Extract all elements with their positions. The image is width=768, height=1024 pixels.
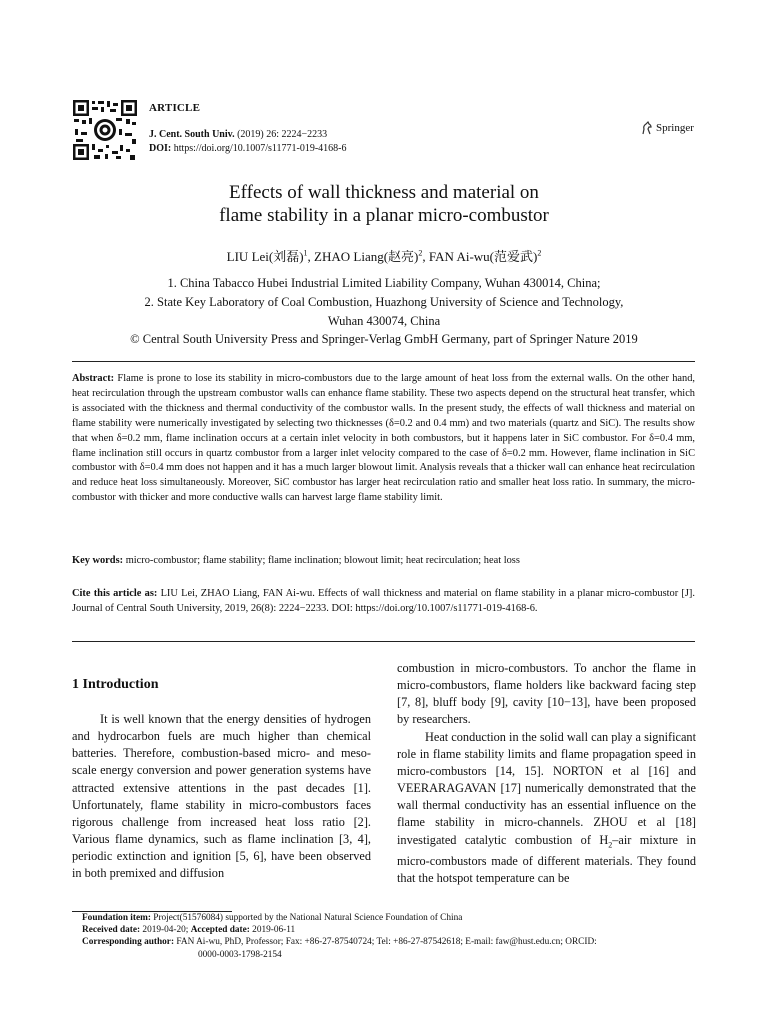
author-list: LIU Lei(刘磊)$^1$, ZHAO Liang(赵亮)$^2$, FAN Ai-wu(范爱武)$^2$ <box>226 248 542 264</box>
paragraph: It is well known that the energy densities of hydrogen and hydrocarbon fuels are much higher than chemical batteries. Therefore, combustion-based micro- and meso-scale energy conversion and power generation systems have attracted extensive attentions in the past decades [1]. Unfortunately, flame stability in micro-combustors faces rigorous challenge from increased heat loss ratio [2]. Various flame dynamics, such as flame inclination [3, 4], periodic extinction and ignition [5, 6], have been observed in both premixed and diffusion <box>72 712 371 881</box>
body-column-left <box>72 711 371 883</box>
doi-link[interactable]: https://doi.org/10.1007/s11771-019-4168-6 <box>171 143 347 154</box>
title-line-2: flame stability in a planar micro-combustor <box>219 205 549 226</box>
keywords <box>72 555 695 566</box>
paragraph: combustion in micro-combustors. To anchor the flame in micro-combustors, flame holders like backward facing step [7, 8], bluff body [9], cavity [10−13], have been proposed by researchers. <box>397 661 696 727</box>
abstract-text: Flame is prone to lose its stability in micro-combustors due to the large amount of heat loss from the external walls. On the other hand, heat recirculation through the upstream combustor walls can enhance flame stability. These two aspects depend on the structural heat transfer, which is associated with the thickness and thermal conductivity of the combustor walls. In the present study, the effects of wall thickness and material on flame stability were numerically investigated by selecting two thicknesses (δ=0.2 and 0.4 mm) and two materials (quartz and SiC). The results show that when δ=0.2 mm, flame inclination occurs at a certain inlet velocity in both combustors, but it happens later in SiC combustor. For δ=0.4 mm, flame inclination still occurs in quartz combustor from a larger inlet velocity compared to the case of δ=0.2 mm. However, flame inclination in SiC combustor with δ=0.4 mm does not happen and it has a much larger blowout limit. Analysis reveals that a thicker wall can enhance heat recirculation and reduce heat loss simultaneously. Moreover, SiC combustor has larger heat recirculation ratio and smaller heat loss ratio. In summary, the micro-combustor with thicker and more conductive walls can harvest large flame stability limit. <box>72 373 695 504</box>
affiliation-2-cont: Wuhan 430074, China <box>327 314 441 328</box>
title-line-1: Effects of wall thickness and material on <box>229 182 539 203</box>
qr-code <box>72 99 138 161</box>
author-3: FAN Ai-wu(范爱武)$^2$ <box>428 248 542 264</box>
divider-bottom <box>72 641 695 642</box>
springer-horse-icon <box>640 121 654 135</box>
journal-name: J. Cent. South Univ. <box>149 129 235 140</box>
abstract <box>72 372 695 506</box>
dates: Received date: 2019-04-20; Accepted date: 2019-06-11 <box>82 925 296 936</box>
affiliation-1: 1. China Tabacco Hubei Industrial Limited Liability Company, Wuhan 430014, China; <box>167 276 601 290</box>
springer-logo <box>640 121 694 135</box>
cite-text[interactable]: LIU Lei, ZHAO Liang, FAN Ai-wu. Effects of wall thickness and material on flame stability in a planar micro-combustor [J]. Journal of Central South University, 2019, 26(8): 2224−2233. DOI: https://doi.org/10.1007/s11771-019-4168-6. <box>72 588 695 614</box>
journal-citation <box>149 129 327 140</box>
article-title <box>60 181 708 227</box>
corresponding-author: Corresponding author: FAN Ai-wu, PhD, Professor; Fax: +86-27-87540724; Tel: +86-27-87542618; E-mail: faw@hust.edu.cn; ORCID: <box>82 937 597 948</box>
cite-label: Cite this article as: <box>72 588 158 599</box>
section-heading: 1 Introduction <box>72 677 159 692</box>
paragraph: Heat conduction in the solid wall can play a significant role in flame stability limits and flame propagation speed in micro-combustors [14, 15]. NORTON et al [16] and VEERARAGAVAN [17] numerically demonstrated that the wall thermal conductivity has an essential influence on the flame stability in micro-channels. ZHOU et al [18] investigated catalytic combustion of $H_2$–air mixture in micro-combustors made of different materials. They found that the hotspot temperature can be <box>397 729 696 886</box>
foundation-item: Foundation item: Project(51576084) supported by the National Natural Science Foundation of China <box>82 913 463 923</box>
doi-label: DOI: <box>149 143 172 154</box>
copyright-notice: © Central South University Press and Springer-Verlag GmbH Germany, part of Springer Nature 2019 <box>130 332 638 346</box>
doi-line <box>149 143 347 154</box>
affiliations <box>60 274 708 331</box>
abstract-label: Abstract: <box>72 373 115 384</box>
footnotes <box>82 912 697 961</box>
journal-volume: (2019) 26: 2224−2233 <box>234 129 328 140</box>
orcid: 0000-0003-1798-2154 <box>198 949 282 960</box>
article-type-label: ARTICLE <box>149 102 201 114</box>
body-column-right <box>397 660 696 887</box>
affiliation-2: 2. State Key Laboratory of Coal Combustion, Huazhong University of Science and Technology, <box>144 295 624 309</box>
divider-top <box>72 361 695 362</box>
author-2: ZHAO Liang(赵亮)$^2$ <box>314 248 423 264</box>
author-1: LIU Lei(刘磊)$^1$ <box>226 248 308 264</box>
keywords-label: Key words: <box>72 555 124 566</box>
keywords-text: micro-combustor; flame stability; flame inclination; blowout limit; heat recirculation; heat loss <box>123 555 520 566</box>
citation-block <box>72 586 695 616</box>
publisher-name: Springer <box>656 122 694 134</box>
